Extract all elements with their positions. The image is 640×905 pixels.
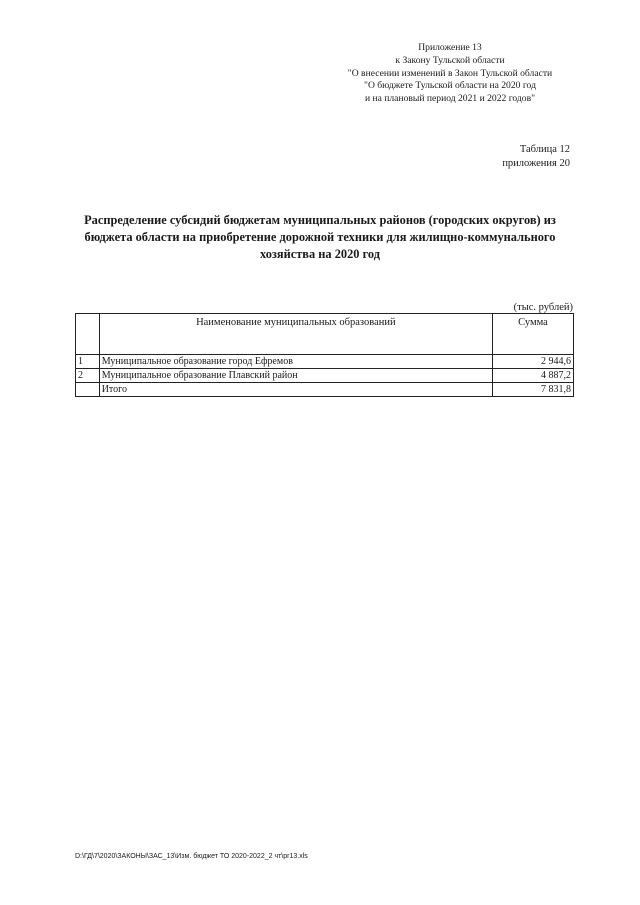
row-number	[76, 383, 100, 397]
file-path-footer: D:\ГД\7\2020\ЗАКОНЫ\ЗАС_13\Изм. бюджет ТО 2020-2022_2 чт\pr13.xls	[75, 853, 308, 860]
table-total-row	[76, 383, 574, 397]
header-number	[76, 314, 100, 355]
header-name: Наименование муниципальных образований	[99, 314, 492, 355]
row-sum: 2 944,6	[492, 355, 573, 369]
appendix-line-5: и на плановый период 2021 и 2022 годов"	[364, 93, 536, 105]
document-title: Распределение субсидий бюджетам муниципальных районов (городских округов) из бюджета области на приобретение дорожной техники для жилищно-коммунального хозяйства на 2020 год	[84, 213, 556, 261]
appendix-line-2: к Закону Тульской области	[395, 54, 505, 66]
table-row	[76, 355, 574, 369]
table-header-row	[76, 314, 574, 355]
units-label: (тыс. рублей)	[513, 302, 573, 313]
appendix-line-3: "О внесении изменений в Закон Тульской области	[347, 67, 553, 79]
table-reference-line-1: Таблица 12	[519, 144, 570, 155]
row-number: 2	[76, 369, 100, 383]
appendix-line-1: Приложение 13	[418, 42, 482, 53]
appendix-header	[330, 42, 570, 106]
row-sum: 4 887,2	[492, 369, 573, 383]
appendix-line-4: "О бюджете Тульской области на 2020 год	[364, 80, 536, 92]
table-row	[76, 369, 574, 383]
row-name: Итого	[99, 383, 492, 397]
row-number: 1	[76, 355, 100, 369]
row-sum: 7 831,8	[492, 383, 573, 397]
header-sum: Сумма	[492, 314, 573, 355]
row-name: Муниципальное образование город Ефремов	[99, 355, 492, 369]
table-reference-line-2: приложения 20	[502, 158, 570, 169]
row-name: Муниципальное образование Плавский район	[99, 369, 492, 383]
subsidy-table	[75, 313, 574, 397]
table-reference	[470, 143, 570, 171]
